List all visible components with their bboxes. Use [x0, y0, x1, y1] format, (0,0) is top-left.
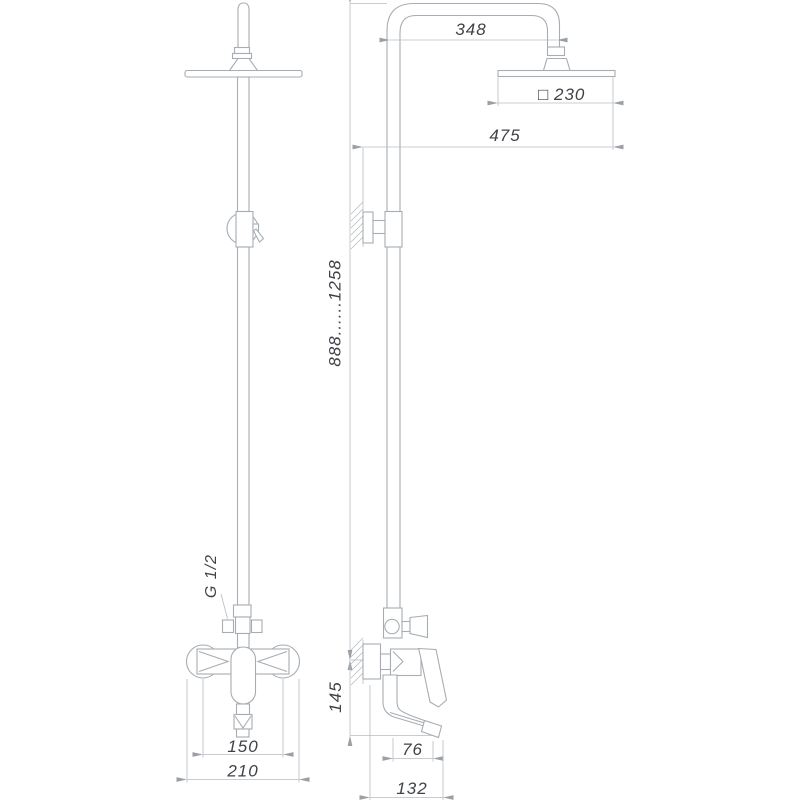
front-cartridge-capsule — [231, 647, 256, 704]
front-view — [185, 3, 302, 783]
front-head-plate — [185, 71, 302, 78]
side-bracket-flange — [363, 212, 373, 243]
dim-132-label: 132 — [396, 779, 428, 798]
side-spout-tip — [422, 721, 442, 738]
front-head-cone — [230, 59, 258, 71]
side-spout — [383, 675, 431, 728]
front-connector-body — [236, 617, 251, 634]
front-arm-tube — [238, 3, 249, 48]
dim-230-square-symbol: □ — [538, 85, 550, 104]
side-view — [326, 4, 616, 800]
side-head-nut — [548, 47, 565, 56]
side-faucet-flange — [363, 644, 381, 679]
side-diverter-handle — [410, 616, 428, 638]
front-riser-stub — [238, 634, 250, 648]
front-connector-fitting-right — [252, 620, 263, 633]
thread-size-label: G 1/2 — [203, 553, 220, 599]
side-single-lever-handle — [419, 649, 447, 708]
front-connector-nut — [234, 605, 252, 617]
dim-210-label: 210 — [227, 761, 259, 781]
side-bracket-block — [385, 212, 402, 248]
side-head-cone — [544, 59, 571, 71]
dim-230-label: 230 — [554, 85, 586, 104]
front-connector-fitting-left — [223, 620, 234, 633]
dim-height-range-label: 888......1258 — [325, 259, 345, 367]
front-holder-block — [236, 212, 253, 248]
front-riser-upper — [238, 77, 250, 212]
front-arm-nut-base — [233, 54, 252, 59]
front-spout-body — [234, 715, 252, 730]
side-head-plate — [498, 71, 615, 77]
front-riser-lower — [238, 247, 250, 605]
side-bracket-stub — [373, 221, 385, 234]
dim-76-label: 76 — [402, 740, 423, 759]
dim-348-label: 348 — [455, 20, 487, 39]
front-spout-tip — [237, 729, 250, 737]
dim-475-label: 475 — [489, 126, 521, 145]
side-faucet-stub — [381, 654, 391, 670]
side-diverter-handle-neck — [402, 622, 410, 632]
side-wall-hatch-upper — [351, 202, 363, 249]
front-spout-neck — [237, 704, 250, 715]
thread-leader-line — [221, 594, 228, 619]
side-wall-hatch-lower — [351, 638, 363, 685]
side-arm-inner — [400, 16, 548, 212]
dim-145-label: 145 — [326, 681, 345, 713]
front-arm-nut — [235, 48, 250, 54]
side-riser-pipe — [387, 247, 400, 608]
dim-150-label: 150 — [227, 737, 259, 756]
